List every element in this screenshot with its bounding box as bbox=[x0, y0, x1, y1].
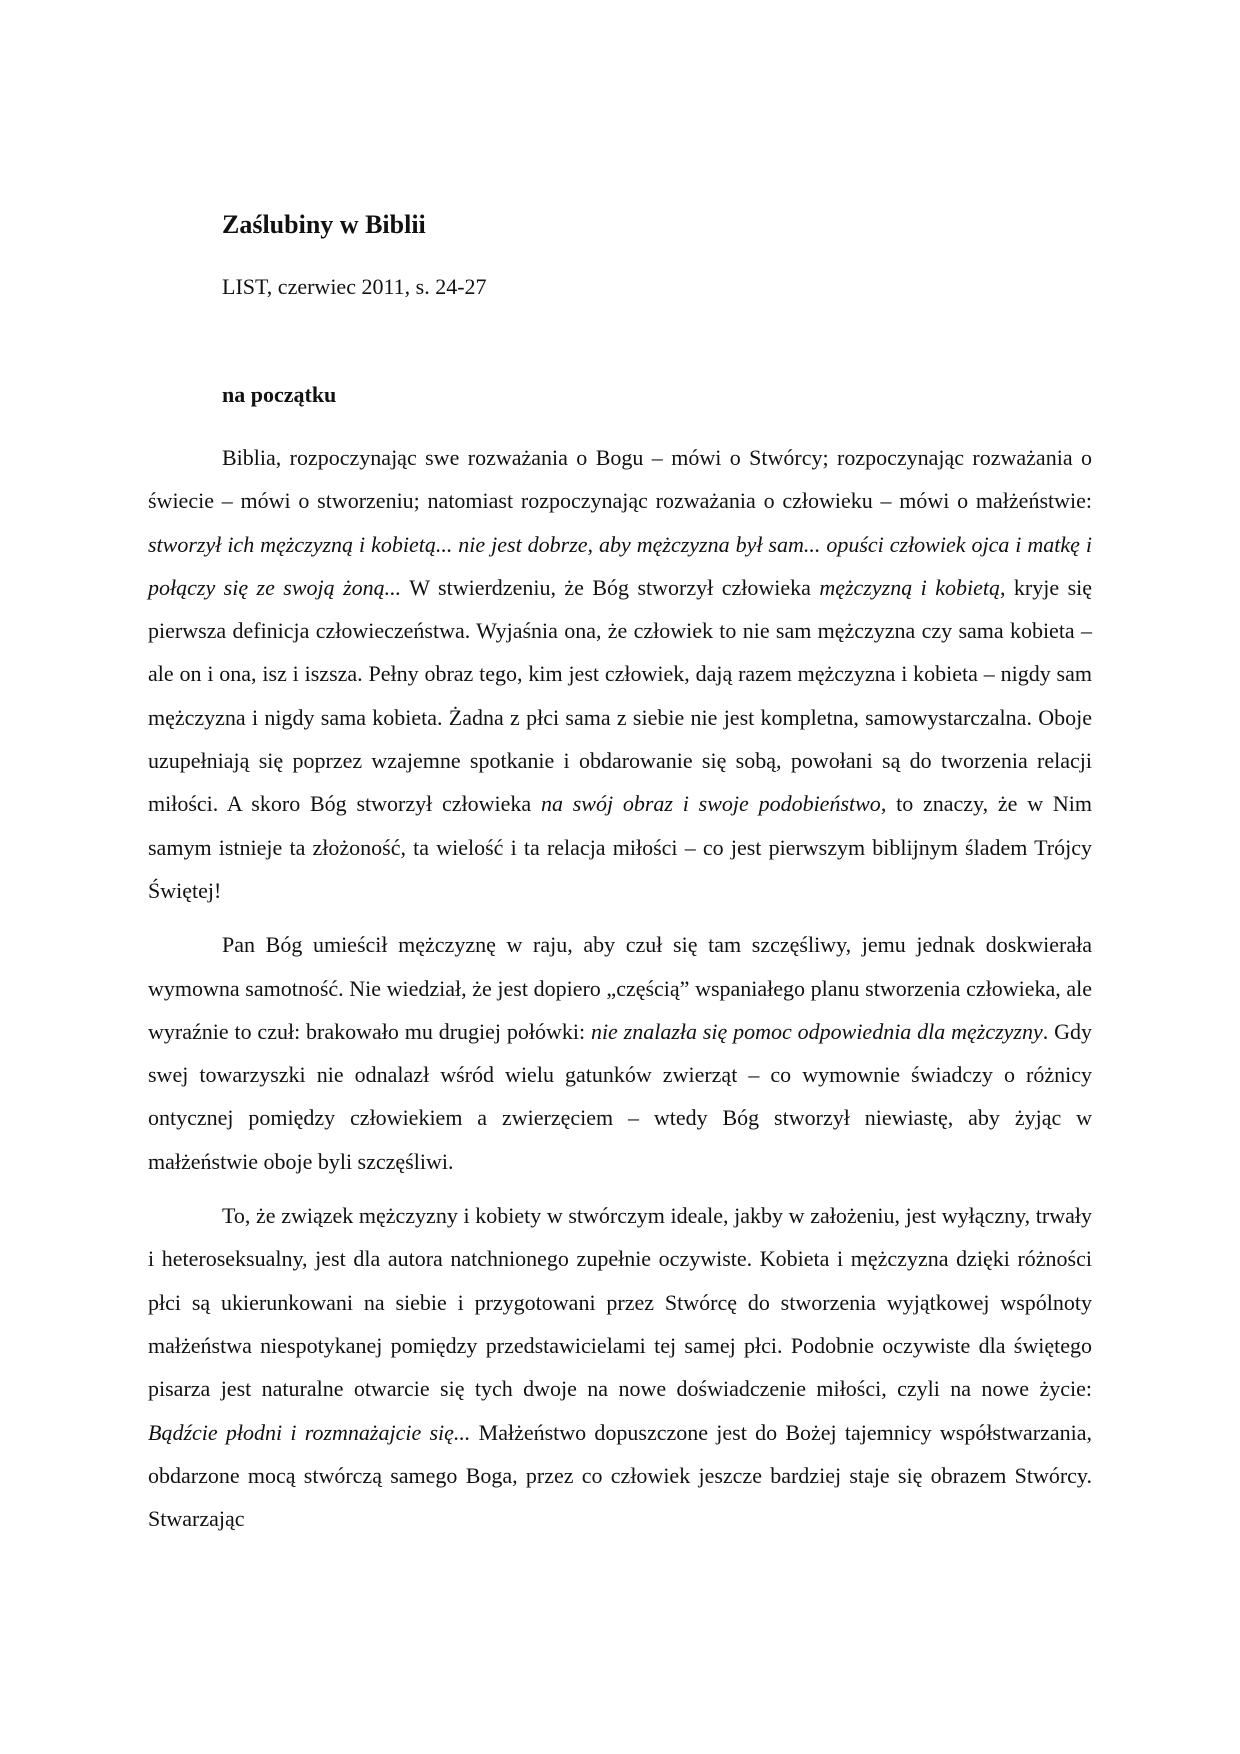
section-heading: na początku bbox=[222, 382, 337, 407]
text-run: Biblia, rozpoczynając swe rozważania o Bogu – mówi o Stwórcy; rozpoczynając rozważania o świecie – mówi o stworzeniu; natomiast rozpoczynając rozważania o człowieku – mówi o małżeństwie: bbox=[148, 445, 1092, 514]
italic-quote: stworzył ich mężczyzną i kobietą... nie jest dobrze, aby mężczyzna był sam... opuści człowiek ojca i matkę i połączy się ze swoją żoną... bbox=[148, 531, 1092, 600]
text-run: . Gdy swej towarzyszki nie odnalazł wśród wielu gatunków zwierząt – co wymownie świadczy o różnicy ontycznej pomiędzy człowiekiem a zwierzęciem – wtedy Bóg stworzył niewiastę, aby żyjąc w małżeństwie oboje byli szczęśliwi. bbox=[148, 1018, 1092, 1174]
source-citation: LIST, czerwiec 2011, s. 24-27 bbox=[222, 274, 487, 299]
text-run: Pan Bóg umieścił mężczyznę w raju, aby czuł się tam szczęśliwy, jemu jednak doskwierała wymowna samotność. Nie wiedział, że jest dopiero „częścią” wspaniałego planu stworzenia człowieka, ale wyraźnie to czuł: brakowało mu drugiej połówki: bbox=[148, 932, 1092, 1044]
body-text bbox=[148, 436, 1092, 1551]
page-title: Zaślubiny w Biblii bbox=[222, 210, 426, 239]
italic-quote: mężczyzną i kobietą bbox=[819, 574, 1000, 600]
text-run: W stwierdzeniu, że Bóg stworzył człowieka bbox=[401, 574, 820, 600]
paragraph bbox=[148, 1194, 1092, 1540]
italic-quote: na swój obraz i swoje podobieństwo bbox=[540, 791, 881, 817]
paragraph bbox=[148, 923, 1092, 1183]
text-run: , kryje się pierwsza definicja człowieczeństwa. Wyjaśnia ona, że człowiek to nie sam mężczyzna czy sama kobieta – ale on i ona, isz i iszsza. Pełny obraz tego, kim jest człowiek, dają razem mężczyzna i kobieta – nigdy sam mężczyzna i nigdy sama kobieta. Żadna z płci sama z siebie nie jest kompletna, samowystarczalna. Oboje uzupełniają się poprzez wzajemne spotkanie i obdarowanie się sobą, powołani są do tworzenia relacji miłości. A skoro Bóg stworzył człowieka bbox=[148, 574, 1093, 817]
text-run: To, że związek mężczyzny i kobiety w stwórczym ideale, jakby w założeniu, jest wyłączny, trwały i heteroseksualny, jest dla autora natchnionego zupełnie oczywiste. Kobieta i mężczyzna dzięki różności płci są ukierunkowani na siebie i przygotowani przez Stwórcę do stworzenia wyjątkowej wspólnoty małżeństwa niespotykanej pomiędzy przedstawicielami tej samej płci. Podobnie oczywiste dla świętego pisarza jest naturalne otwarcie się tych dwoje na nowe doświadczenie miłości, czyli na nowe życie: bbox=[148, 1203, 1092, 1402]
text-run: , to znaczy, że w Nim samym istnieje ta złożoność, ta wielość i ta relacja miłości – co jest pierwszym biblijnym śladem Trójcy Świętej! bbox=[148, 791, 1093, 903]
text-run: Małżeństwo dopuszczone jest do Bożej tajemnicy współstwarzania, obdarzone mocą stwórczą samego Boga, przez co człowiek jeszcze bardziej staje się obrazem Stwórcy. Stwarzając bbox=[148, 1419, 1092, 1532]
paragraph bbox=[148, 436, 1092, 912]
italic-quote: Bądźcie płodni i rozmnażajcie się... bbox=[148, 1419, 471, 1445]
italic-quote: nie znalazła się pomoc odpowiednia dla mężczyzny bbox=[590, 1018, 1043, 1044]
